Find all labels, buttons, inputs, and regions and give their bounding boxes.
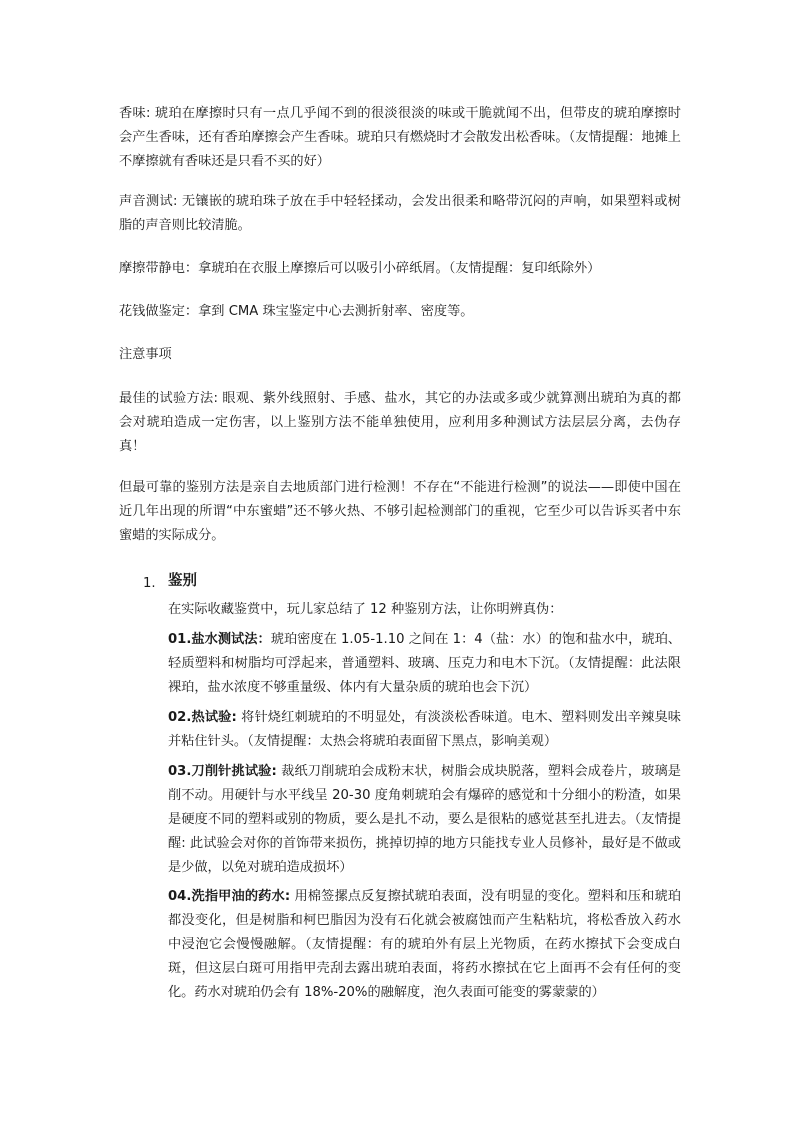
paragraph-best-method: 最佳的试验方法: 眼观、紫外线照射、手感、盐水，其它的办法或多或少就算测出琥珀为真的都会对琥珀造成一定伤害，以上鉴别方法不能单独使用，应利用多种测试方法层层分离，去伪存真！ <box>119 391 681 454</box>
paragraph-notes-heading: 注意事项 <box>119 347 172 362</box>
list-heading: 鉴别 <box>168 573 197 589</box>
list-item-label: 02.热试验: <box>168 710 237 725</box>
paragraph-reliable-method: 但最可靠的鉴别方法是亲自去地质部门进行检测！不存在“不能进行检测”的说法——即使中国在近几年出现的所谓“中东蜜蜡”还不够火热、不够引起检测部门的重视，它至少可以告诉买者中东蜜蜡的实际成分。 <box>119 480 681 543</box>
list-item-label: 01.盐水测试法： <box>168 632 271 647</box>
list-item <box>168 885 681 1005</box>
list-item <box>168 706 681 754</box>
list-item-label: 03.刀削针挑试验: <box>168 764 277 779</box>
paragraph-sound-test: 声音测试: 无镶嵌的琥珀珠子放在手中轻轻揉动，会发出很柔和略带沉闷的声响，如果塑料或树脂的声音则比较清脆。 <box>119 194 681 233</box>
paragraph-fragrance: 香味: 琥珀在摩擦时只有一点几乎闻不到的很淡很淡的味或干脆就闻不出，但带皮的琥珀摩擦时会产生香味，还有香珀摩擦会产生香味。琥珀只有燃烧时才会散发出松香味。（友情提醒：地摊上不摩擦就有香味还是只看不买的好） <box>119 106 681 169</box>
paragraph-appraisal: 花钱做鉴定：拿到 CMA 珠宝鉴定中心去测折射率、密度等。 <box>119 304 474 319</box>
list-item-text: 琥珀密度在 1.05-1.10 之间在 1：4（盐：水）的饱和盐水中，琥珀、轻质塑料和树脂均可浮起来，普通塑料、玻璃、压克力和电木下沉。（友情提醒：此法限裸珀，盐水浓度不够重量级、体内有大量杂质的琥珀也会下沉） <box>168 632 681 695</box>
list-intro: 在实际收藏鉴赏中，玩儿家总结了 12 种鉴别方法，让你明辨真伪： <box>168 602 563 617</box>
list-item-label: 04.洗指甲油的药水: <box>168 889 291 904</box>
list-item-text: 用棉签摞点反复擦拭琥珀表面，没有明显的变化。塑料和压和琥珀都没变化，但是树脂和柯巴脂因为没有石化就会被腐蚀而产生粘粘坑，将松香放入药水中浸泡它会慢慢融解。（友情提醒：有的琥珀外有层上光物质，在药水擦拭下会变成白斑，但这层白斑可用指甲壳刮去露出琥珀表面，将药水擦拭在它上面再不会有任何的变化。药水对琥珀仍会有 18%-20%的融解度，泡久表面可能变的雾蒙蒙的） <box>168 889 681 1000</box>
list-item <box>168 760 681 880</box>
list-item <box>168 628 681 700</box>
list-number: 1. <box>143 576 156 591</box>
list-item-text: 裁纸刀削琥珀会成粉末状，树脂会成块脱落，塑料会成卷片，玻璃是削不动。用硬针与水平线呈 20-30 度角刺琥珀会有爆碎的感觉和十分细小的粉渣，如果是硬度不同的塑料或别的物质，要么是扎不动，要么是很粘的感觉甚至扎进去。（友情提醒: 此试验会对你的首饰带来损伤，挑掉切掉的地方只能找专业人员修补，最好是不做或是少做，以免对琥珀造成损坏） <box>168 764 681 875</box>
paragraph-static: 摩擦带静电：拿琥珀在衣服上摩擦后可以吸引小碎纸屑。（友情提醒：复印纸除外） <box>119 261 601 276</box>
list-item-text: 将针烧红刺琥珀的不明显处，有淡淡松香味道。电木、塑料则发出辛辣臭味并粘住针头。（友情提醒：太热会将琥珀表面留下黑点，影响美观） <box>168 710 681 749</box>
